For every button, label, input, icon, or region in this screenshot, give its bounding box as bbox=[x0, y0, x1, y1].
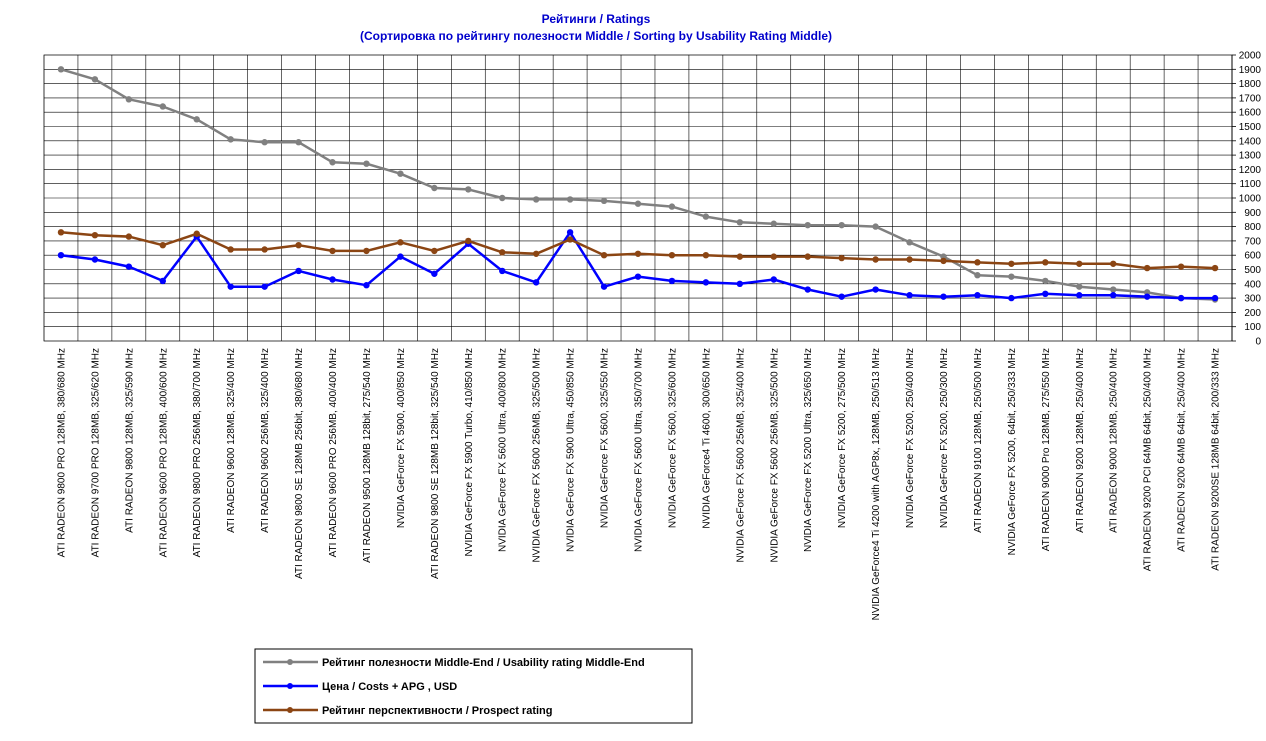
data-point bbox=[567, 196, 573, 202]
x-tick-label: ATI RADEON 9000 Pro 128MB, 275/550 MHz bbox=[1040, 348, 1052, 552]
data-point bbox=[635, 251, 641, 257]
data-point bbox=[431, 185, 437, 191]
legend-marker-usability bbox=[287, 659, 293, 665]
data-point bbox=[635, 201, 641, 207]
x-tick-label: ATI RADEON 9800 PRO 128MB, 380/680 MHz bbox=[56, 348, 68, 558]
data-point bbox=[1008, 273, 1014, 279]
data-point bbox=[940, 258, 946, 264]
data-point bbox=[194, 116, 200, 122]
data-point bbox=[872, 256, 878, 262]
x-tick-label: NVIDIA GeForce FX 5900 Turbo, 410/850 MHz bbox=[463, 348, 475, 557]
data-point bbox=[1144, 293, 1150, 299]
data-point bbox=[1076, 292, 1082, 298]
data-point bbox=[295, 139, 301, 145]
y-tick-label: 1300 bbox=[1238, 150, 1261, 162]
data-point bbox=[92, 256, 98, 262]
data-point bbox=[1076, 283, 1082, 289]
y-tick-label: 1400 bbox=[1238, 136, 1261, 148]
data-point bbox=[227, 246, 233, 252]
data-point bbox=[499, 249, 505, 255]
data-point bbox=[737, 219, 743, 225]
data-point bbox=[974, 259, 980, 265]
grid-lines bbox=[44, 55, 1232, 341]
x-tick-label: NVIDIA GeForce FX 5200, 64bit, 250/333 MHz bbox=[1006, 347, 1018, 556]
data-point bbox=[940, 293, 946, 299]
x-tick-label: NVIDIA GeForce FX 5200 Ultra, 325/650 MHz bbox=[803, 348, 815, 552]
data-point bbox=[363, 248, 369, 254]
data-point bbox=[1212, 265, 1218, 271]
x-tick-label: NVIDIA GeForce FX 5200, 250/300 MHz bbox=[938, 348, 950, 529]
x-tick-label: ATI RADEON 9100 128MB, 250/500 MHz bbox=[972, 348, 984, 533]
data-point bbox=[397, 239, 403, 245]
legend-label-usability: Рейтинг полезности Middle-End / Usability rating Middle-End bbox=[322, 657, 645, 669]
data-point bbox=[838, 255, 844, 261]
data-point bbox=[397, 253, 403, 259]
data-point bbox=[533, 251, 539, 257]
x-tick-label: ATI RADEON 9200 64MB 64bit, 250/400 MHz bbox=[1176, 348, 1188, 552]
x-tick-label: NVIDIA GeForce FX 5900, 400/850 MHz bbox=[395, 348, 407, 529]
x-tick-label: ATI RADEON 9000 128MB, 250/400 MHz bbox=[1108, 348, 1120, 533]
x-tick-label: ATI RADEON 9200 PCI 64MB 64bit, 250/400 MHz bbox=[1142, 348, 1154, 572]
data-point bbox=[974, 292, 980, 298]
data-point bbox=[160, 103, 166, 109]
data-point bbox=[1110, 292, 1116, 298]
data-point bbox=[771, 221, 777, 227]
y-tick-label: 1600 bbox=[1238, 107, 1261, 119]
data-point bbox=[499, 268, 505, 274]
data-point bbox=[126, 263, 132, 269]
data-point bbox=[363, 160, 369, 166]
data-point bbox=[737, 253, 743, 259]
data-point bbox=[906, 292, 912, 298]
x-tick-label: NVIDIA GeForce FX 5900 Ultra, 450/850 MHz bbox=[565, 348, 577, 552]
x-tick-label: ATI RADEON 9200SE 128MB 64bit, 200/333 MHz bbox=[1210, 348, 1222, 571]
data-point bbox=[1042, 278, 1048, 284]
y-tick-label: 1000 bbox=[1238, 193, 1261, 205]
data-point bbox=[601, 252, 607, 258]
data-point bbox=[703, 279, 709, 285]
x-tick-label: ATI RADEON 9600 PRO 128MB, 400/600 MHz bbox=[158, 348, 170, 558]
x-tick-label: NVIDIA GeForce FX 5600 256MB, 325/400 MHz bbox=[735, 348, 747, 563]
data-point bbox=[227, 283, 233, 289]
data-point bbox=[58, 252, 64, 258]
data-point bbox=[669, 252, 675, 258]
x-tick-label: ATI RADEON 9600 128MB, 325/400 MHz bbox=[226, 348, 238, 533]
legend bbox=[255, 649, 692, 723]
data-point bbox=[872, 223, 878, 229]
x-tick-label: ATI RADEON 9800 128MB, 325/590 MHz bbox=[124, 348, 136, 533]
data-point bbox=[838, 293, 844, 299]
legend-marker-prospect bbox=[287, 707, 293, 713]
data-point bbox=[295, 268, 301, 274]
legend-marker-costs bbox=[287, 683, 293, 689]
y-tick-label: 300 bbox=[1244, 293, 1261, 305]
data-point bbox=[1008, 261, 1014, 267]
y-tick-label: 500 bbox=[1244, 265, 1261, 276]
data-point bbox=[1042, 259, 1048, 265]
data-point bbox=[329, 248, 335, 254]
data-point bbox=[703, 213, 709, 219]
data-point bbox=[499, 195, 505, 201]
y-tick-label: 200 bbox=[1244, 307, 1261, 319]
y-tick-label: 800 bbox=[1244, 222, 1261, 234]
x-tick-label: ATI RADEON 9200 128MB, 250/400 MHz bbox=[1074, 348, 1086, 533]
data-point bbox=[329, 276, 335, 282]
data-point bbox=[1110, 286, 1116, 292]
data-point bbox=[805, 253, 811, 259]
x-tick-label: ATI RADEON 9800 PRO 256MB, 380/700 MHz bbox=[192, 348, 204, 558]
data-point bbox=[1212, 295, 1218, 301]
x-axis-ticks bbox=[56, 348, 1221, 620]
data-point bbox=[872, 286, 878, 292]
data-point bbox=[906, 256, 912, 262]
data-point bbox=[126, 96, 132, 102]
data-point bbox=[1178, 295, 1184, 301]
y-tick-label: 1700 bbox=[1238, 93, 1261, 105]
y-tick-label: 1100 bbox=[1239, 179, 1261, 191]
y-tick-label: 100 bbox=[1244, 322, 1261, 334]
data-point bbox=[58, 66, 64, 72]
x-tick-label: ATI RADEON 9800 SE 128MB 128bit, 325/540 MHz bbox=[429, 348, 441, 580]
x-tick-label: NVIDIA GeForce FX 5600, 325/600 MHz bbox=[667, 348, 679, 529]
x-tick-label: NVIDIA GeForce FX 5200, 250/400 MHz bbox=[905, 348, 917, 529]
data-point bbox=[397, 170, 403, 176]
data-point bbox=[431, 271, 437, 277]
y-axis-ticks bbox=[1232, 51, 1261, 348]
y-tick-label: 700 bbox=[1244, 236, 1261, 248]
data-point bbox=[261, 139, 267, 145]
x-tick-label: NVIDIA GeForce4 Ti 4200 with AGP8x, 128MB, 250/513 MHz bbox=[871, 348, 883, 621]
data-point bbox=[227, 136, 233, 142]
data-point bbox=[601, 198, 607, 204]
data-point bbox=[906, 239, 912, 245]
legend-label-costs: Цена / Costs + APG , USD bbox=[322, 681, 458, 693]
data-point bbox=[805, 286, 811, 292]
data-point bbox=[1008, 295, 1014, 301]
data-point bbox=[974, 272, 980, 278]
x-tick-label: ATI RADEON 9800 SE 128MB 256bit, 380/680 MHz bbox=[294, 347, 306, 580]
legend-label-prospect: Рейтинг перспективности / Prospect rating bbox=[322, 705, 553, 717]
data-point bbox=[92, 232, 98, 238]
x-tick-label: ATI RADEON 9500 128MB 128bit, 275/540 MHz bbox=[361, 348, 373, 563]
y-tick-label: 0 bbox=[1255, 336, 1261, 348]
data-point bbox=[261, 283, 267, 289]
data-point bbox=[363, 282, 369, 288]
y-tick-label: 1900 bbox=[1238, 64, 1261, 76]
data-point bbox=[431, 248, 437, 254]
data-point bbox=[465, 238, 471, 244]
x-tick-label: NVIDIA GeForce FX 5200, 275/500 MHz bbox=[837, 348, 849, 529]
data-point bbox=[669, 203, 675, 209]
data-point bbox=[635, 273, 641, 279]
x-tick-label: NVIDIA GeForce FX 5600, 325/550 MHz bbox=[599, 348, 611, 529]
chart-subtitle: (Сортировка по рейтингу полезности Middle / Sorting by Usability Rating Middle) bbox=[359, 29, 833, 43]
y-tick-label: 2000 bbox=[1238, 50, 1261, 62]
data-point bbox=[601, 283, 607, 289]
data-point bbox=[669, 278, 675, 284]
x-tick-label: NVIDIA GeForce FX 5600 256MB, 325/500 MHz bbox=[769, 348, 781, 563]
data-point bbox=[1076, 261, 1082, 267]
y-tick-label: 600 bbox=[1244, 250, 1261, 262]
y-tick-label: 400 bbox=[1244, 279, 1261, 291]
x-tick-label: ATI RADEON 9700 PRO 128MB, 325/620 MHz bbox=[90, 348, 102, 558]
data-point bbox=[58, 229, 64, 235]
data-point bbox=[567, 236, 573, 242]
x-tick-label: ATI RADEON 9600 256MB, 325/400 MHz bbox=[260, 348, 272, 533]
data-point bbox=[567, 229, 573, 235]
data-point bbox=[329, 159, 335, 165]
data-point bbox=[533, 196, 539, 202]
data-point bbox=[261, 246, 267, 252]
data-point bbox=[465, 186, 471, 192]
data-point bbox=[92, 76, 98, 82]
data-point bbox=[1042, 291, 1048, 297]
data-point bbox=[703, 252, 709, 258]
data-point bbox=[126, 233, 132, 239]
x-tick-label: NVIDIA GeForce FX 5600 Ultra, 350/700 MHz bbox=[633, 348, 645, 552]
data-point bbox=[1178, 263, 1184, 269]
x-tick-label: ATI RADEON 9600 PRO 256MB, 400/400 MHz bbox=[328, 348, 340, 558]
data-point bbox=[194, 231, 200, 237]
data-point bbox=[1110, 261, 1116, 267]
data-point bbox=[771, 253, 777, 259]
data-point bbox=[1144, 265, 1150, 271]
data-point bbox=[533, 279, 539, 285]
x-tick-label: NVIDIA GeForce4 Ti 4600, 300/650 MHz bbox=[701, 348, 713, 529]
data-point bbox=[737, 281, 743, 287]
data-point bbox=[805, 222, 811, 228]
y-tick-label: 1500 bbox=[1238, 122, 1261, 133]
y-tick-label: 1200 bbox=[1238, 164, 1261, 176]
y-tick-label: 1800 bbox=[1238, 79, 1261, 91]
chart-title: Рейтинги / Ratings bbox=[541, 12, 651, 26]
y-tick-label: 900 bbox=[1244, 207, 1261, 219]
data-point bbox=[160, 242, 166, 248]
data-point bbox=[771, 276, 777, 282]
data-point bbox=[838, 222, 844, 228]
x-tick-label: NVIDIA GeForce FX 5600 Ultra, 400/800 MHz bbox=[497, 348, 509, 552]
data-point bbox=[160, 278, 166, 284]
data-point bbox=[295, 242, 301, 248]
x-tick-label: NVIDIA GeForce FX 5600 256MB, 325/500 MHz bbox=[531, 348, 543, 563]
